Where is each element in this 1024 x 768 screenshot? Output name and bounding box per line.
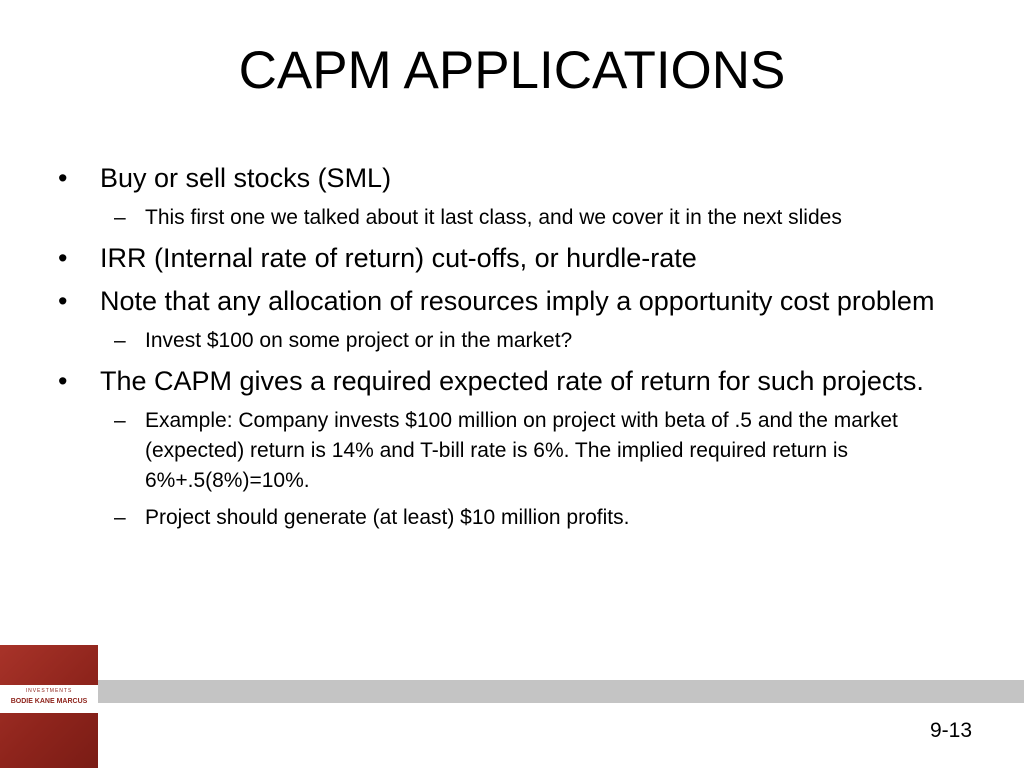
bullet-item — [58, 363, 958, 400]
sub-bullet-item — [58, 326, 958, 356]
bullet-item — [58, 160, 958, 197]
bullet-item — [58, 240, 958, 277]
dash-icon: – — [114, 409, 126, 432]
slide-number: 9-13 — [929, 719, 972, 742]
footer-bar — [0, 680, 1024, 703]
bullet-icon: • — [58, 243, 68, 273]
slide-title: CAPM APPLICATIONS — [238, 41, 786, 100]
dash-icon: – — [114, 506, 126, 529]
logo-small-text: INVESTMENTS — [25, 688, 73, 694]
dash-icon: – — [114, 206, 126, 229]
sub-bullet-item — [58, 503, 958, 533]
bullet-icon: • — [58, 163, 68, 193]
logo-main-text: BODIE KANE MARCUS — [10, 698, 88, 705]
publisher-logo — [0, 645, 98, 768]
bullet-icon: • — [58, 286, 68, 316]
bullet-text: Buy or sell stocks (SML) — [100, 163, 392, 193]
bullet-text: Note that any allocation of resources imply a opportunity cost problem — [100, 286, 935, 316]
sub-bullet-text: This first one we talked about it last class, and we cover it in the next slides — [145, 206, 842, 229]
bullet-text: The CAPM gives a required expected rate of return for such projects. — [100, 366, 924, 396]
sub-bullet-text: Invest $100 on some project or in the market? — [145, 329, 573, 352]
bullet-item — [58, 283, 958, 320]
sub-bullet-item — [58, 203, 958, 233]
bullet-text: IRR (Internal rate of return) cut-offs, or hurdle-rate — [100, 243, 697, 273]
dash-icon: – — [114, 329, 126, 352]
sub-bullet-item — [58, 406, 958, 496]
sub-bullet-text: Example: Company invests $100 million on project with beta of .5 and the market (expected) return is 14% and T-bill rate is 6%. The implied required return is 6%+.5(8%)=10%. — [145, 409, 898, 492]
logo-strip — [0, 685, 98, 713]
slide-content — [58, 160, 958, 540]
bullet-icon: • — [58, 366, 68, 396]
sub-bullet-text: Project should generate (at least) $10 million profits. — [145, 506, 630, 529]
